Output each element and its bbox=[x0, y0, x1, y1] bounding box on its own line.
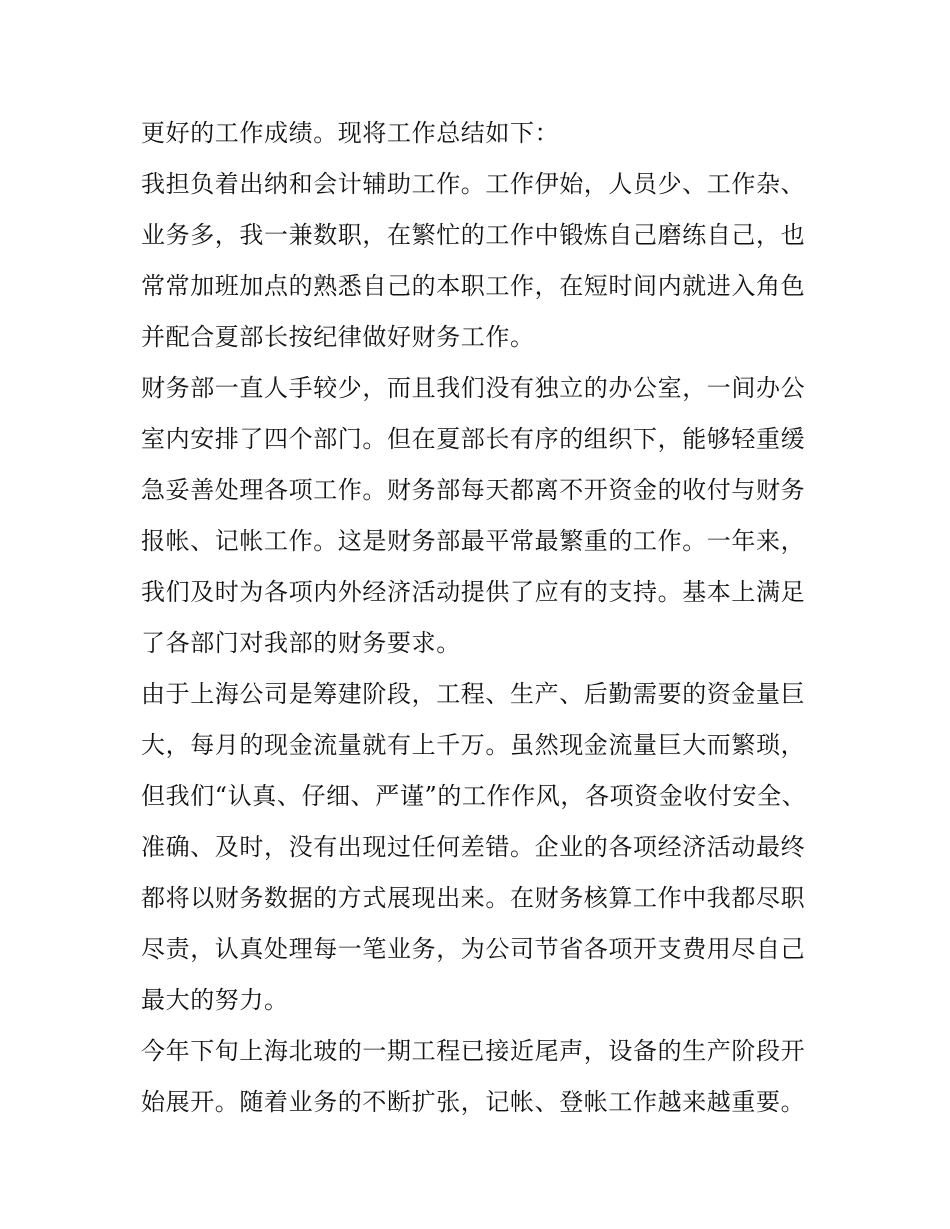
text-line-2: 我担负着出纳和会计辅助工作。工作伊始，人员少、工作杂、 bbox=[141, 170, 806, 198]
text-line-4: 常常加班加点的熟悉自己的本职工作，在短时间内就进入角色 bbox=[141, 272, 806, 300]
text-line-10: 我们及时为各项内外经济活动提供了应有的支持。基本上满足 bbox=[141, 578, 806, 606]
text-line-7: 室内安排了四个部门。但在夏部长有序的组织下，能够轻重缓 bbox=[141, 425, 806, 453]
text-line-3: 业务多，我一兼数职，在繁忙的工作中锻炼自己磨练自己，也 bbox=[141, 221, 806, 249]
text-line-8: 急妥善处理各项工作。财务部每天都离不开资金的收付与财务 bbox=[141, 476, 806, 504]
text-line-17: 尽责，认真处理每一笔业务，为公司节省各项开支费用尽自己 bbox=[141, 935, 806, 963]
text-line-16: 都将以财务数据的方式展现出来。在财务核算工作中我都尽职 bbox=[141, 884, 806, 912]
text-line-14: 但我们“认真、仔细、严谨”的工作作风，各项资金收付安全、 bbox=[141, 782, 807, 810]
text-line-5: 并配合夏部长按纪律做好财务工作。 bbox=[141, 323, 535, 351]
text-line-12: 由于上海公司是筹建阶段，工程、生产、后勤需要的资金量巨 bbox=[141, 680, 806, 708]
text-line-1: 更好的工作成绩。现将工作总结如下： bbox=[141, 119, 560, 147]
document-body bbox=[141, 108, 821, 1128]
text-line-6: 财务部一直人手较少，而且我们没有独立的办公室，一间办公 bbox=[141, 374, 806, 402]
text-line-15: 准确、及时，没有出现过任何差错。企业的各项经济活动最终 bbox=[141, 833, 806, 861]
text-line-19: 今年下旬上海北玻的一期工程已接近尾声，设备的生产阶段开 bbox=[141, 1037, 806, 1065]
text-line-20: 始展开。随着业务的不断扩张，记帐、登帐工作越来越重要。 bbox=[141, 1088, 806, 1116]
text-line-9: 报帐、记帐工作。这是财务部最平常最繁重的工作。一年来， bbox=[141, 527, 806, 555]
text-line-18: 最大的努力。 bbox=[141, 986, 289, 1014]
text-line-11: 了各部门对我部的财务要求。 bbox=[141, 629, 461, 657]
text-line-13: 大，每月的现金流量就有上千万。虽然现金流量巨大而繁琐， bbox=[141, 731, 806, 759]
